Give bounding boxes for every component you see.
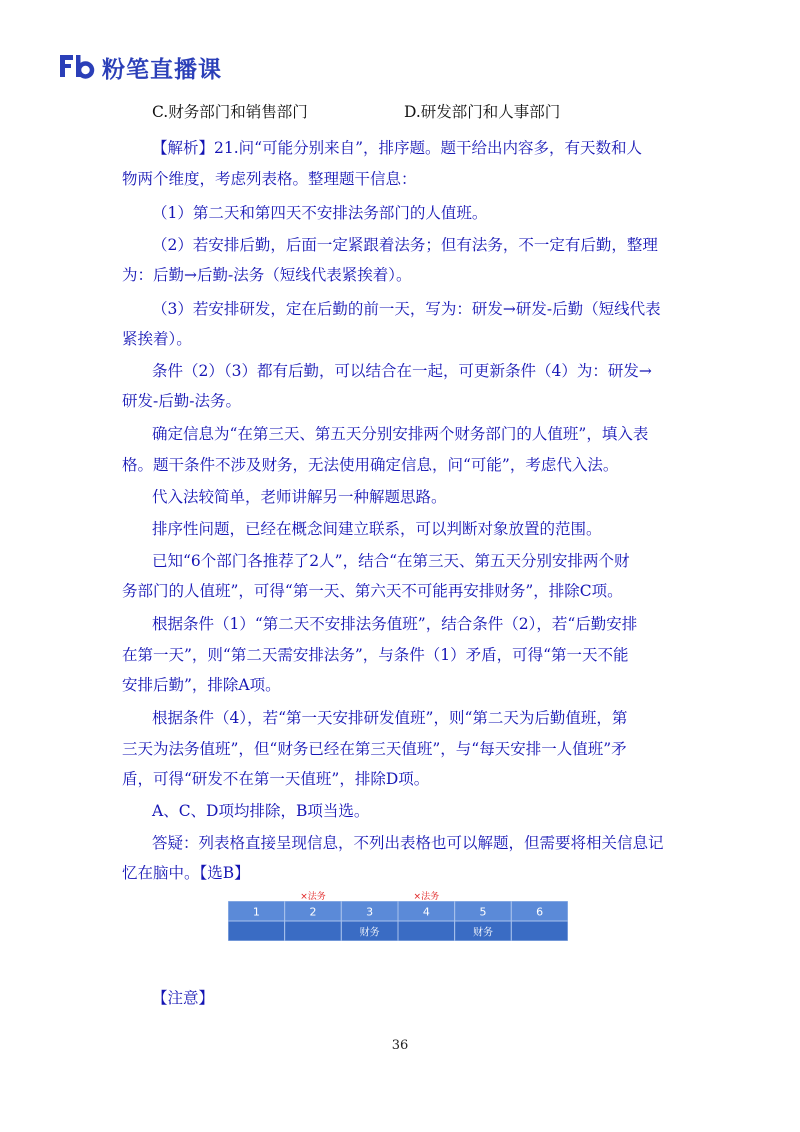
text-line: D.研发部门和人事部门 <box>404 103 561 121</box>
text-line: 务部门的人值班”，可得“第一天、第六天不可能再安排财务”，排除C项。 <box>122 582 623 600</box>
text-line: 为：后勤→后勤-法务（短线代表紧挨着）。 <box>122 266 412 284</box>
text-line: 研发-后勤-法务。 <box>122 392 241 410</box>
day-label: 6 <box>536 905 544 919</box>
table-cell <box>285 921 342 941</box>
fb-logo-icon <box>58 52 96 82</box>
text-line: 根据条件（1）“第二天不安排法务值班”，结合条件（2），若“后勤安排 <box>152 615 638 633</box>
text-line: 条件（2）（3）都有后勤，可以结合在一起，可更新条件（4）为：研发→ <box>152 362 652 380</box>
text-line: 三天为法务值班”，但“财务已经在第三天值班”，与“每天安排一人值班”矛 <box>122 740 627 758</box>
text-line: （1）第二天和第四天不安排法务部门的人值班。 <box>152 204 488 222</box>
text-line: 根据条件（4），若“第一天安排研发值班”，则“第二天为后勤值班，第 <box>152 709 628 727</box>
text-line: 物两个维度，考虑列表格。整理题干信息： <box>122 170 417 188</box>
day-label: 4 <box>422 905 430 919</box>
table-cell <box>511 921 568 941</box>
text-line: 排序性问题，已经在概念间建立联系，可以判断对象放置的范围。 <box>152 520 602 538</box>
text-line: 确定信息为“在第三天、第五天分别安排两个财务部门的人值班”，填入表 <box>152 425 649 443</box>
text-line: C.财务部门和销售部门 <box>152 103 308 121</box>
brand-name: 粉笔直播课 <box>102 56 222 83</box>
text-line: 答疑：列表格直接呈现信息，不列出表格也可以解题，但需要将相关信息记 <box>152 834 664 852</box>
text-line: 紧挨着）。 <box>122 330 192 348</box>
page-number: 36 <box>391 1038 409 1053</box>
text-line: 在第一天”，则“第二天需安排法务”，与条件（1）矛盾，可得“第一天不能 <box>122 646 629 664</box>
text-line: 格。题干条件不涉及财务，无法使用确定信息，问“可能”，考虑代入法。 <box>122 456 619 474</box>
text-line: 忆在脑中。【选B】 <box>122 864 250 882</box>
cross-note: ×法务 <box>413 892 440 902</box>
table-cell <box>228 921 285 941</box>
text-line: A、C、D项均排除，B项当选。 <box>152 802 370 820</box>
brand-logo <box>58 52 222 82</box>
text-line: 【解析】21.问“可能分别来自”，排序题。题干给出内容多，有天数和人 <box>152 139 643 157</box>
schedule-table <box>228 901 568 941</box>
cross-note: ×法务 <box>300 892 326 902</box>
text-line: 盾，可得“研发不在第一天值班”，排除D项。 <box>122 770 430 788</box>
text-line: 安排后勤”，排除A项。 <box>122 676 281 694</box>
day-label: 1 <box>252 905 260 919</box>
department-label: 财务 <box>359 927 380 939</box>
text-line: 已知“6个部门各推荐了2人”，结合“在第三天、第五天分别安排两个财 <box>152 552 630 570</box>
text-line: （2）若安排后勤，后面一定紧跟着法务；但有法务，不一定有后勤，整理 <box>152 236 658 254</box>
day-label: 2 <box>309 905 317 919</box>
text-line: 代入法较简单，老师讲解另一种解题思路。 <box>152 488 447 506</box>
day-label: 3 <box>366 905 374 919</box>
department-label: 财务 <box>473 927 493 939</box>
text-line: 【注意】 <box>152 989 215 1007</box>
table-cell <box>398 921 455 941</box>
text-line: （3）若安排研发，定在后勤的前一天，写为：研发→研发-后勤（短线代表 <box>152 300 661 318</box>
day-label: 5 <box>479 905 487 919</box>
